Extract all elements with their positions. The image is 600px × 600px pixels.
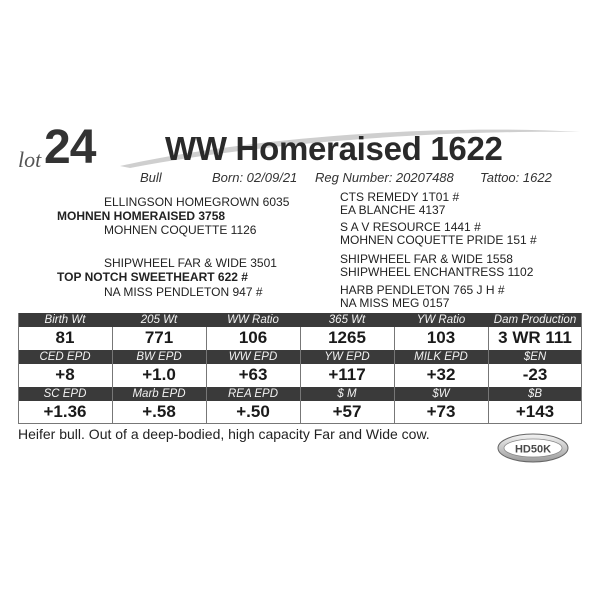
header-yw-ratio: YW Ratio <box>416 314 466 326</box>
header-ced-epd: CED EPD <box>39 351 91 363</box>
tattoo: Tattoo: 1622 <box>480 170 552 185</box>
value-yw-ratio: 103 <box>426 328 456 347</box>
lot-label: lot <box>18 147 42 172</box>
header-m: $ M <box>337 388 357 400</box>
table-divider <box>488 327 489 423</box>
pedigree-ggs-1: CTS REMEDY 1T01 # <box>340 190 460 204</box>
table-border-bottom <box>18 423 582 424</box>
pedigree-ggs-2: S A V RESOURCE 1441 # <box>340 220 481 234</box>
value-yw-epd: +117 <box>328 365 366 384</box>
value-m: +57 <box>332 402 362 421</box>
pedigree-ggs-4: HARB PENDLETON 765 J H # <box>340 283 505 297</box>
pedigree-dam-dam: NA MISS PENDLETON 947 # <box>104 285 263 299</box>
header-w: $W <box>432 388 450 400</box>
pedigree-sire: MOHNEN HOMERAISED 3758 <box>57 209 226 223</box>
animal-name: WW Homeraised 1622 <box>165 130 503 167</box>
table-divider <box>300 327 301 423</box>
value-rea-epd: +.50 <box>236 402 270 421</box>
pedigree-ggs-3: SHIPWHEEL FAR & WIDE 1558 <box>340 252 513 266</box>
reg-number: Reg Number: 20207488 <box>315 170 454 185</box>
pedigree-ggd-4: NA MISS MEG 0157 <box>340 296 450 310</box>
header-365-wt: 365 Wt <box>328 314 366 326</box>
value-ced-epd: +8 <box>55 365 75 384</box>
header-milk-epd: MILK EPD <box>414 351 468 363</box>
header-rea-epd: REA EPD <box>227 388 279 400</box>
footnote: Heifer bull. Out of a deep-bodied, high capacity Far and Wide cow. <box>18 426 430 442</box>
value-bw-epd: +1.0 <box>142 365 176 384</box>
hd50k-badge-icon <box>497 433 569 463</box>
pedigree-ggd-3: SHIPWHEEL ENCHANTRESS 1102 <box>340 265 534 279</box>
table-border-left <box>18 313 19 423</box>
value-ww-ratio: 106 <box>238 328 268 347</box>
pedigree-dam: TOP NOTCH SWEETHEART 622 # <box>57 270 248 284</box>
header-b: $B <box>527 388 543 400</box>
header-yw-epd: YW EPD <box>324 351 370 363</box>
value-365-wt: 1265 <box>328 328 366 347</box>
header-marb-epd: Marb EPD <box>132 388 186 400</box>
value-ww-epd: +63 <box>238 365 268 384</box>
table-divider <box>394 327 395 423</box>
header-birth-wt: Birth Wt <box>44 314 86 326</box>
sex-label: Bull <box>140 170 162 185</box>
value-sc-epd: +1.36 <box>43 402 87 421</box>
header-dam-production: Dam Production <box>493 314 577 326</box>
value-205-wt: 771 <box>144 328 174 347</box>
header-ww-epd: WW EPD <box>228 351 278 363</box>
value-marb-epd: +.58 <box>142 402 176 421</box>
table-divider <box>206 327 207 423</box>
header-sc-epd: SC EPD <box>43 388 87 400</box>
pedigree-ggd-2: MOHNEN COQUETTE PRIDE 151 # <box>340 233 537 247</box>
pedigree-sire-sire: ELLINGSON HOMEGROWN 6035 <box>104 195 290 209</box>
value-w: +73 <box>426 402 456 421</box>
badge-text: HD50K <box>514 443 552 456</box>
value-b: +143 <box>515 402 555 421</box>
value-en: -23 <box>522 365 548 384</box>
table-divider <box>112 327 113 423</box>
value-birth-wt: 81 <box>55 328 75 347</box>
value-milk-epd: +32 <box>426 365 456 384</box>
born-date: Born: 02/09/21 <box>212 170 298 185</box>
pedigree-sire-dam: MOHNEN COQUETTE 1126 <box>104 223 257 237</box>
lot-number: 24 <box>44 121 96 174</box>
header-ww-ratio: WW Ratio <box>227 314 279 326</box>
header-bw-epd: BW EPD <box>136 351 182 363</box>
value-dam-production: 3 WR 111 <box>498 328 572 347</box>
pedigree-dam-sire: SHIPWHEEL FAR & WIDE 3501 <box>104 256 277 270</box>
table-border-right <box>581 313 582 423</box>
table-header-row <box>18 313 582 327</box>
pedigree-ggd-1: EA BLANCHE 4137 <box>340 203 446 217</box>
header-en: $EN <box>523 351 547 363</box>
header-205-wt: 205 Wt <box>140 314 178 326</box>
